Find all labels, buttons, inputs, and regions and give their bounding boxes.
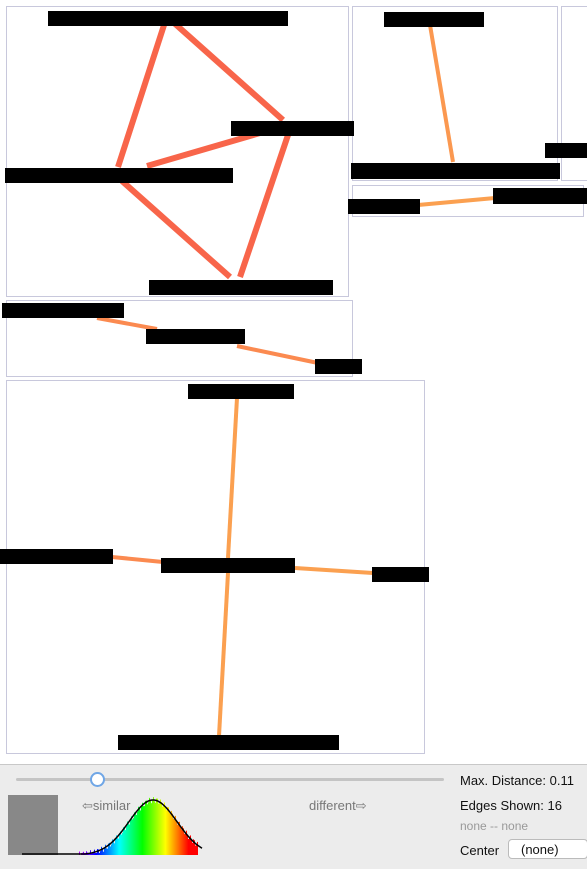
histogram-bar: [183, 828, 184, 855]
histogram-bar: [197, 842, 198, 855]
histogram-bar: [184, 834, 185, 855]
histogram-bar: [103, 852, 104, 855]
graph-edge: [228, 398, 237, 558]
graph-node[interactable]: [118, 735, 339, 750]
graph-node[interactable]: [149, 280, 333, 295]
histogram-bar: [144, 806, 145, 855]
histogram-bar: [120, 831, 121, 855]
graph-edge: [219, 573, 228, 736]
histogram-bar: [131, 816, 132, 855]
histogram-bar: [111, 844, 112, 855]
different-label: different: [309, 798, 356, 813]
graph-node[interactable]: [146, 329, 245, 344]
distance-slider-track[interactable]: [16, 778, 444, 781]
histogram-bar: [148, 802, 149, 855]
histogram-bar: [158, 804, 159, 855]
histogram-bar: [138, 807, 139, 855]
histogram-bar: [123, 827, 124, 855]
histogram-bar: [117, 838, 118, 855]
histogram-bar: [142, 803, 143, 855]
histogram-bar: [185, 833, 186, 855]
graph-node[interactable]: [188, 384, 294, 399]
histogram-bar: [95, 853, 96, 855]
edges-shown-value: 16: [547, 798, 562, 813]
histogram-bar: [173, 819, 174, 855]
histogram-bar: [168, 807, 169, 855]
histogram-bar: [189, 837, 190, 855]
histogram-bar: [143, 806, 144, 855]
histogram-bar: [195, 846, 196, 855]
histogram-bar: [176, 821, 177, 855]
graph-node[interactable]: [2, 303, 124, 318]
histogram-bar: [151, 803, 152, 855]
histogram-bar: [146, 801, 147, 855]
range-text: none -- none: [460, 819, 529, 833]
graph-node[interactable]: [48, 11, 288, 26]
graph-node[interactable]: [372, 567, 429, 582]
edges-shown-readout: [460, 798, 562, 813]
different-hint: [309, 798, 367, 814]
graph-edge: [430, 25, 453, 162]
histogram-bar: [96, 853, 97, 855]
similar-hint: [82, 798, 130, 814]
max-distance-readout: [460, 773, 574, 788]
edges-shown-label: Edges Shown:: [460, 798, 544, 813]
histogram-bar: [191, 841, 192, 855]
similar-label: similar: [92, 798, 131, 813]
graph-edge: [418, 198, 495, 205]
histogram-bar: [133, 818, 134, 855]
histogram-bar: [156, 799, 157, 855]
histogram-bar: [139, 809, 140, 855]
histogram-bar: [164, 803, 165, 855]
graph-edge: [295, 568, 373, 573]
histogram-bar: [145, 801, 146, 855]
histogram-bar: [188, 839, 189, 855]
histogram-bar: [124, 827, 125, 855]
graph-node[interactable]: [161, 558, 295, 573]
histogram-bar: [157, 799, 158, 855]
graph-edge: [112, 557, 163, 562]
graph-edge: [97, 318, 157, 329]
histogram-bar: [165, 807, 166, 855]
histogram-bar: [130, 819, 131, 855]
histogram-bar: [153, 797, 154, 855]
histogram-bar: [99, 853, 100, 855]
center-select[interactable]: (none): [508, 839, 587, 859]
histogram-bar: [152, 800, 153, 855]
graph-node[interactable]: [231, 121, 354, 136]
histogram-bar: [163, 805, 164, 855]
histogram-bar: [122, 833, 123, 855]
max-distance-value: 0.11: [549, 773, 574, 788]
histogram-bar: [169, 813, 170, 855]
histogram-bar: [101, 847, 102, 855]
histogram-bar: [128, 824, 129, 855]
graph-edge: [122, 181, 230, 277]
histogram-bar: [137, 812, 138, 855]
right-arrow-icon: ⇨: [355, 798, 367, 813]
graph-edge: [173, 22, 283, 120]
graph-edge: [240, 135, 288, 277]
graph-node[interactable]: [493, 188, 587, 204]
histogram-bar: [181, 829, 182, 855]
histogram-bar: [149, 798, 150, 855]
histogram-bar: [118, 839, 119, 855]
histogram-bar: [161, 802, 162, 855]
histogram-bar: [150, 800, 151, 855]
histogram-bar: [166, 810, 167, 855]
max-distance-label: Max. Distance:: [460, 773, 546, 788]
histogram-bar: [114, 843, 115, 855]
histogram-bar: [196, 845, 197, 855]
distance-slider-thumb[interactable]: [90, 772, 105, 787]
histogram-bar: [119, 833, 120, 855]
histogram-bar: [115, 839, 116, 855]
histogram-bar: [140, 810, 141, 855]
histogram-bar: [170, 814, 171, 855]
histogram-bar: [134, 812, 135, 855]
graph-node[interactable]: [545, 143, 587, 158]
histogram-bar: [177, 825, 178, 855]
graph-node[interactable]: [0, 549, 113, 564]
histogram-bar: [172, 814, 173, 855]
histogram-bar: [100, 851, 101, 855]
graph-edge: [237, 346, 318, 363]
histogram-bar: [110, 846, 111, 855]
graph-node[interactable]: [351, 163, 560, 179]
histogram-bar: [171, 811, 172, 855]
graph-node[interactable]: [348, 199, 420, 214]
histogram-bar: [174, 818, 175, 855]
graph-edge: [147, 133, 260, 166]
graph-edge: [118, 22, 165, 167]
histogram-bar: [121, 835, 122, 855]
histogram-bar: [113, 841, 114, 855]
histogram-bar: [129, 825, 130, 855]
histogram-bar: [167, 807, 168, 855]
histogram-bar: [106, 848, 107, 855]
histogram-bar: [178, 822, 179, 855]
histogram-bar: [192, 843, 193, 855]
graph-node[interactable]: [384, 12, 484, 27]
histogram-bar: [107, 849, 108, 855]
histogram-bar: [180, 828, 181, 855]
histogram-bar: [132, 819, 133, 855]
histogram-bar: [135, 812, 136, 855]
center-label: Center: [460, 843, 500, 858]
histogram-bar: [127, 821, 128, 855]
histogram-bar: [141, 806, 142, 855]
left-arrow-icon: ⇦: [82, 798, 93, 813]
histogram-bar: [159, 803, 160, 855]
graph-node[interactable]: [315, 359, 362, 374]
graph-node[interactable]: [5, 168, 233, 183]
histogram-bar: [155, 803, 156, 855]
histogram-bar: [125, 830, 126, 855]
histogram-bar: [126, 826, 127, 855]
histogram-bar: [162, 807, 163, 855]
histogram-bar: [136, 815, 137, 855]
histogram-bar: [154, 801, 155, 855]
histogram-bar: [147, 804, 148, 855]
histogram-bar: [187, 835, 188, 855]
histogram-bar: [160, 800, 161, 855]
histogram-bar: [102, 849, 103, 855]
histogram-bar: [175, 816, 176, 855]
